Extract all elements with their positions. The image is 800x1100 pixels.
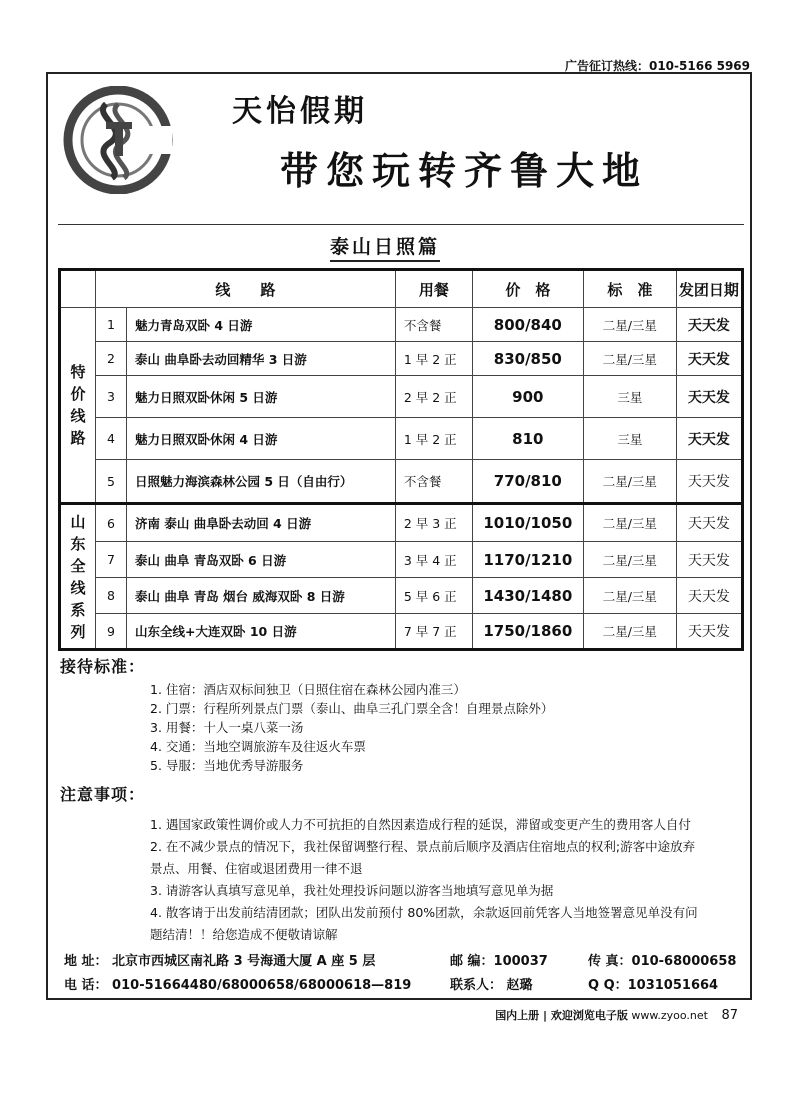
meal: 1 早 2 正: [395, 342, 472, 376]
departure: 天天发: [676, 418, 742, 460]
brand-title: 天怡假期: [232, 94, 368, 129]
table-header-row: [60, 270, 743, 308]
price: 830/850: [472, 342, 583, 376]
meal: 1 早 2 正: [395, 418, 472, 460]
meal: 2 早 2 正: [395, 376, 472, 418]
route-name: 济南 泰山 曲阜卧去动回 4 日游: [127, 504, 396, 542]
meal: 3 早 4 正: [395, 542, 472, 578]
row-no: 6: [96, 504, 127, 542]
header-standard: 标 准: [583, 270, 676, 308]
route-name: 魅力日照双卧休闲 4 日游: [127, 418, 396, 460]
price: 770/810: [472, 460, 583, 504]
notes-title: 注意事项：: [60, 785, 146, 804]
reception-title: 接待标准：: [60, 657, 146, 676]
departure: 天天发: [676, 460, 742, 504]
list-item: 4. 散客请于出发前结清团款；团队出发前预付 80%团款，余款返回前凭客人当地签署意见单没有问: [150, 905, 698, 920]
fax: 传 真：010-68000658: [588, 954, 737, 969]
list-item: 1. 遇国家政策性调价或人力不可抗拒的自然因素造成行程的延误，滞留或变更产生的费用客人自付: [150, 817, 691, 832]
route-name: 泰山 曲阜 青岛双卧 6 日游: [127, 542, 396, 578]
price: 1750/1860: [472, 614, 583, 650]
row-no: 9: [96, 614, 127, 650]
group-shandong: 山东全线系列: [60, 504, 96, 650]
list-item: 3. 请游客认真填写意见单，我社处理投诉问题以游客当地填写意见单为据: [150, 883, 554, 898]
postcode: 邮 编：100037: [450, 954, 548, 969]
phone: 电 话： 010-51664480/68000658/68000618—819: [64, 978, 412, 993]
departure: 天天发: [676, 376, 742, 418]
header-route: 线 路: [96, 270, 396, 308]
section-title: 泰山日照篇: [330, 232, 440, 262]
footer: [495, 1007, 738, 1023]
route-name: 魅力青岛双卧 4 日游: [127, 308, 396, 342]
price: 800/840: [472, 308, 583, 342]
standard: 二星/三星: [583, 504, 676, 542]
meal: 5 早 6 正: [395, 578, 472, 614]
route-name: 泰山 曲阜卧去动回精华 3 日游: [127, 342, 396, 376]
table-row: [60, 542, 743, 578]
list-item: 景点、用餐、住宿或退团费用一律不退: [150, 861, 363, 876]
row-no: 5: [96, 460, 127, 504]
departure: 天天发: [676, 342, 742, 376]
standard: 三星: [583, 376, 676, 418]
row-no: 7: [96, 542, 127, 578]
standard: 二星/三星: [583, 542, 676, 578]
ad-hotline: 广告征订热线：010-5166 5969: [564, 59, 750, 73]
list-item: 题结清！！给您造成不便敬请谅解: [150, 927, 338, 942]
route-name: 魅力日照双卧休闲 5 日游: [127, 376, 396, 418]
list-item: 2. 在不减少景点的情况下，我社保留调整行程、景点前后顺序及酒店住宿地点的权利;游客中途放弃: [150, 839, 696, 854]
row-no: 2: [96, 342, 127, 376]
departure: 天天发: [676, 614, 742, 650]
table-row: [60, 308, 743, 342]
list-item: 3. 用餐：十人一桌八菜一汤: [150, 720, 304, 735]
header-group: [60, 270, 96, 308]
contact-person: 联系人： 赵璐: [450, 978, 533, 993]
standard: 二星/三星: [583, 460, 676, 504]
footer-text: 国内上册 | 欢迎浏览电子版: [495, 1009, 628, 1022]
header-price: 价 格: [472, 270, 583, 308]
price: 900: [472, 376, 583, 418]
table-row: [60, 376, 743, 418]
row-no: 3: [96, 376, 127, 418]
route-name: 泰山 曲阜 青岛 烟台 威海双卧 8 日游: [127, 578, 396, 614]
departure: 天天发: [676, 578, 742, 614]
meal: 2 早 3 正: [395, 504, 472, 542]
footer-site[interactable]: www.zyoo.net: [631, 1009, 708, 1022]
table-row: [60, 614, 743, 650]
departure: 天天发: [676, 542, 742, 578]
address: 地 址： 北京市西城区南礼路 3 号海通大厦 A 座 5 层: [64, 954, 376, 969]
table-row: [60, 578, 743, 614]
table-row: [60, 460, 743, 504]
company-logo: [62, 86, 174, 194]
standard: 二星/三星: [583, 614, 676, 650]
table-row: [60, 342, 743, 376]
meal: 不含餐: [395, 308, 472, 342]
reception-list: [150, 680, 553, 775]
standard: 二星/三星: [583, 308, 676, 342]
group-special: 特价线路: [60, 308, 96, 504]
price: 1170/1210: [472, 542, 583, 578]
notes-list: [150, 814, 698, 946]
price: 1430/1480: [472, 578, 583, 614]
route-name: 山东全线+大连双卧 10 日游: [127, 614, 396, 650]
qq: Q Q：1031051664: [588, 978, 719, 993]
meal: 7 早 7 正: [395, 614, 472, 650]
header-meal: 用餐: [395, 270, 472, 308]
departure: 天天发: [676, 504, 742, 542]
standard: 二星/三星: [583, 578, 676, 614]
page-number: 87: [721, 1008, 738, 1023]
price: 1010/1050: [472, 504, 583, 542]
list-item: 5. 导服：当地优秀导游服务: [150, 758, 304, 773]
table-row: [60, 504, 743, 542]
list-item: 2. 门票：行程所列景点门票（泰山、曲阜三孔门票全含！自理景点除外）: [150, 701, 554, 716]
table-row: [60, 418, 743, 460]
list-item: 1. 住宿：酒店双标间独卫（日照住宿在森林公园内准三）: [150, 682, 466, 697]
meal: 不含餐: [395, 460, 472, 504]
standard: 三星: [583, 418, 676, 460]
slogan: 带您玩转齐鲁大地: [280, 148, 649, 193]
list-item: 4. 交通：当地空调旅游车及往返火车票: [150, 739, 366, 754]
standard: 二星/三星: [583, 342, 676, 376]
row-no: 8: [96, 578, 127, 614]
price: 810: [472, 418, 583, 460]
route-name: 日照魅力海滨森林公园 5 日（自由行）: [127, 460, 396, 504]
routes-table: [58, 268, 744, 651]
departure: 天天发: [676, 308, 742, 342]
divider: [58, 224, 744, 225]
row-no: 4: [96, 418, 127, 460]
header-departure: 发团日期: [676, 270, 742, 308]
row-no: 1: [96, 308, 127, 342]
